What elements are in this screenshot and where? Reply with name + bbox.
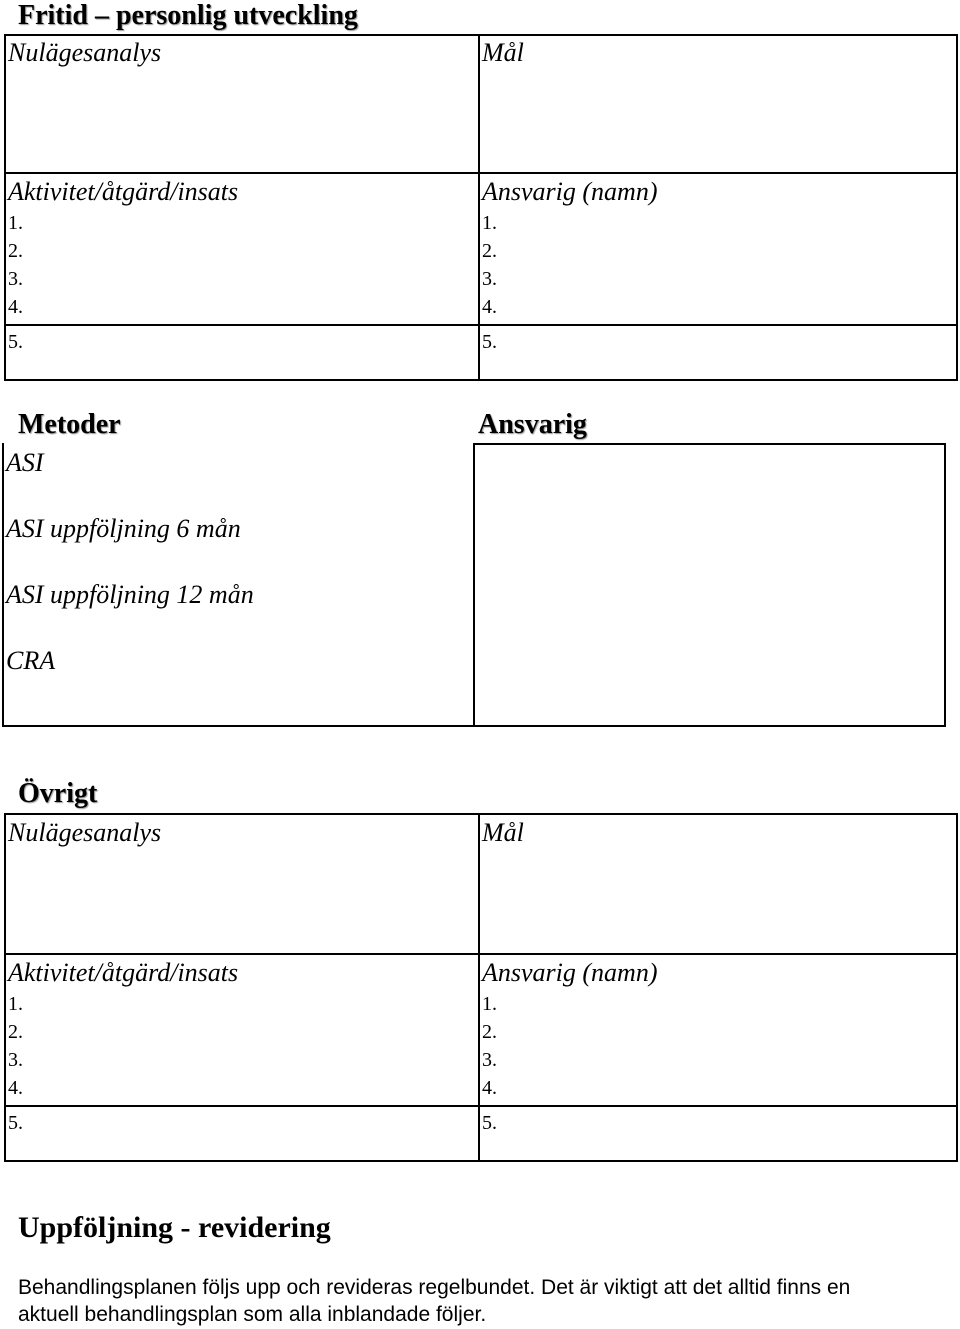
fritid-table-row-divider <box>4 172 958 174</box>
ovrigt-ansvarig-item[interactable]: 1. <box>482 993 497 1015</box>
uppfoljning-title: Uppföljning - revidering <box>18 1211 331 1244</box>
fritid-aktivitet-label: Aktivitet/åtgärd/insats <box>8 177 239 206</box>
ovrigt-aktivitet-item[interactable]: 5. <box>8 1112 23 1134</box>
section-ovrigt-title: Övrigt <box>18 778 98 809</box>
ovrigt-nulagesanalys-label: Nulägesanalys <box>8 818 162 847</box>
fritid-table <box>4 34 958 381</box>
ovrigt-table-divider <box>478 813 480 1162</box>
ovrigt-aktivitet-label: Aktivitet/åtgärd/insats <box>8 958 239 987</box>
fritid-ansvarig-label: Ansvarig (namn) <box>482 177 658 206</box>
ansvarig-box-top <box>473 443 946 445</box>
fritid-aktivitet-item[interactable]: 2. <box>8 240 23 262</box>
metoder-title: Metoder <box>18 409 121 440</box>
ovrigt-aktivitet-item[interactable]: 1. <box>8 993 23 1015</box>
method-item: CRA <box>6 646 56 675</box>
ovrigt-table-row-divider <box>4 953 958 955</box>
fritid-aktivitet-item[interactable]: 5. <box>8 331 23 353</box>
fritid-ansvarig-item[interactable]: 4. <box>482 296 497 318</box>
fritid-aktivitet-item[interactable]: 3. <box>8 268 23 290</box>
fritid-aktivitet-item[interactable]: 1. <box>8 212 23 234</box>
uppfoljning-text-line: Behandlingsplanen följs upp och revideras regelbundet. Det är viktigt att det alltid finns en <box>18 1276 851 1299</box>
fritid-aktivitet-item[interactable]: 4. <box>8 296 23 318</box>
ovrigt-table-row5-divider <box>4 1105 958 1107</box>
ovrigt-ansvarig-label: Ansvarig (namn) <box>482 958 658 987</box>
fritid-table-row5-divider <box>4 324 958 326</box>
uppfoljning-text <box>18 1274 948 1328</box>
fritid-nulagesanalys-label: Nulägesanalys <box>8 38 162 67</box>
ovrigt-aktivitet-item[interactable]: 3. <box>8 1049 23 1071</box>
ansvarig-title: Ansvarig <box>478 409 587 440</box>
method-item: ASI <box>6 448 44 477</box>
fritid-table-divider <box>478 34 480 381</box>
method-item: ASI uppföljning 6 mån <box>6 514 241 543</box>
section-fritid-title: Fritid – personlig utveckling <box>18 0 358 31</box>
ovrigt-mal-label: Mål <box>482 818 524 847</box>
ovrigt-ansvarig-item[interactable]: 2. <box>482 1021 497 1043</box>
ovrigt-ansvarig-item[interactable]: 4. <box>482 1077 497 1099</box>
fritid-ansvarig-item[interactable]: 3. <box>482 268 497 290</box>
ovrigt-ansvarig-item[interactable]: 5. <box>482 1112 497 1134</box>
ovrigt-aktivitet-item[interactable]: 4. <box>8 1077 23 1099</box>
method-item: ASI uppföljning 12 mån <box>6 580 254 609</box>
ovrigt-aktivitet-item[interactable]: 2. <box>8 1021 23 1043</box>
uppfoljning-text-line: aktuell behandlingsplan som alla inblandade följer. <box>18 1303 487 1326</box>
ovrigt-ansvarig-item[interactable]: 3. <box>482 1049 497 1071</box>
fritid-ansvarig-item[interactable]: 1. <box>482 212 497 234</box>
fritid-ansvarig-item[interactable]: 5. <box>482 331 497 353</box>
fritid-mal-label: Mål <box>482 38 524 67</box>
metoder-table-divider <box>473 443 475 727</box>
fritid-ansvarig-item[interactable]: 2. <box>482 240 497 262</box>
